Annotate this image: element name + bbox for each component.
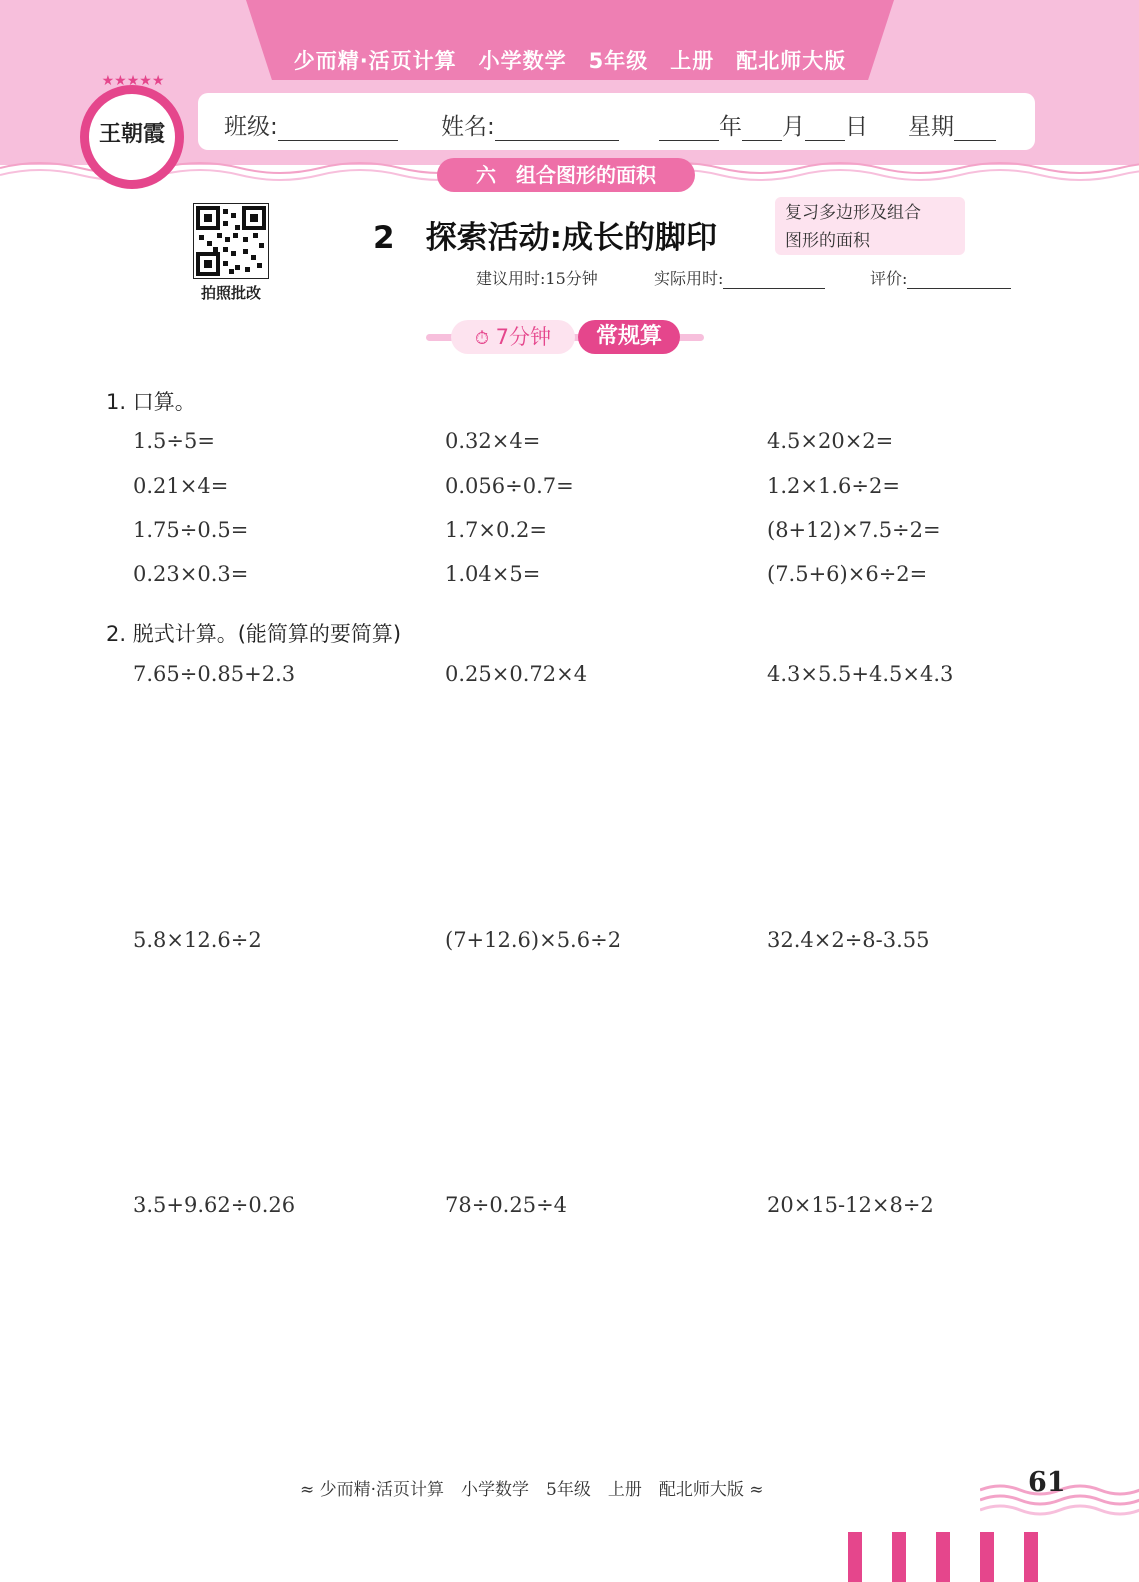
weekday-field[interactable] [908,108,996,141]
footer-bar [892,1532,906,1582]
class-blank[interactable] [278,118,398,141]
name-blank[interactable] [495,118,619,141]
qr-code-icon[interactable] [193,203,269,279]
evaluation-blank[interactable] [907,270,1011,289]
q1-item: (8+12)×7.5÷2= [767,518,941,542]
page-number: 61 [1028,1467,1066,1498]
q1-item: 0.32×4= [445,429,541,453]
review-note [775,197,965,255]
name-label: 姓名: [441,114,495,140]
weekday-label: 星期 [908,114,954,140]
footer-bar [980,1532,994,1582]
review-note-line1: 复习多边形及组合 [785,203,921,223]
actual-time-label: 实际用时: [654,269,724,288]
date-field[interactable] [659,108,868,141]
suggested-time: 建议用时:15分钟 [476,269,598,288]
year-label: 年 [719,114,742,140]
section-time: 7分钟 [495,325,552,349]
q2-item: 78÷0.25÷4 [445,1193,568,1217]
class-field[interactable] [224,108,398,141]
footer-text: ≈ 少而精·活页计算 小学数学 5年级 上册 配北师大版 ≈ [300,1480,764,1500]
footer-bar [848,1532,862,1582]
year-blank[interactable] [659,118,719,141]
q1-item: (7.5+6)×6÷2= [767,562,928,586]
q2-item: 7.65÷0.85+2.3 [133,662,296,686]
q1-item: 1.5÷5= [133,429,215,453]
evaluation-label: 评价: [870,269,908,288]
q1-item: 0.056÷0.7= [445,474,574,498]
q1-item: 1.7×0.2= [445,518,547,542]
qr-caption: 拍照批改 [200,284,261,302]
q2-item: 3.5+9.62÷0.26 [133,1193,296,1217]
section-label: 常规算 [578,320,680,354]
section-time-badge [451,320,575,354]
q1-heading: 1. 口算。 [106,390,196,414]
q1-item: 0.23×0.3= [133,562,249,586]
q2-item: 0.25×0.72×4 [445,662,588,686]
book-title: 少而精·活页计算 小学数学 5年级 上册 配北师大版 [293,49,847,73]
logo-text: 王朝霞 [98,121,165,147]
q1-item: 4.5×20×2= [767,429,894,453]
month-label: 月 [782,114,805,140]
q2-item: (7+12.6)×5.6÷2 [445,928,622,952]
actual-time-field[interactable] [654,266,825,289]
review-note-line2: 图形的面积 [785,231,870,251]
month-blank[interactable] [742,118,782,141]
day-blank[interactable] [805,118,845,141]
name-field[interactable] [441,108,619,141]
logo-stars-icon: ★★★★★ [101,73,165,89]
q1-item: 1.04×5= [445,562,541,586]
q2-heading: 2. 脱式计算。(能简算的要简算) [106,622,402,646]
footer-bar [936,1532,950,1582]
weekday-blank[interactable] [954,118,996,141]
q2-item: 20×15-12×8÷2 [767,1193,934,1217]
unit-title: 六 组合图形的面积 [437,158,695,192]
timer-icon: ⏱ [474,328,489,349]
class-label: 班级: [224,114,278,140]
q1-item: 0.21×4= [133,474,229,498]
footer-bar [1024,1532,1038,1582]
q1-item: 1.75÷0.5= [133,518,249,542]
q2-item: 5.8×12.6÷2 [133,928,262,952]
actual-time-blank[interactable] [723,270,825,289]
day-label: 日 [845,114,868,140]
lesson-title: 2 探索活动:成长的脚印 [373,220,717,256]
q2-item: 32.4×2÷8-3.55 [767,928,930,952]
q2-item: 4.3×5.5+4.5×4.3 [767,662,954,686]
evaluation-field[interactable] [870,266,1011,289]
q1-item: 1.2×1.6÷2= [767,474,900,498]
